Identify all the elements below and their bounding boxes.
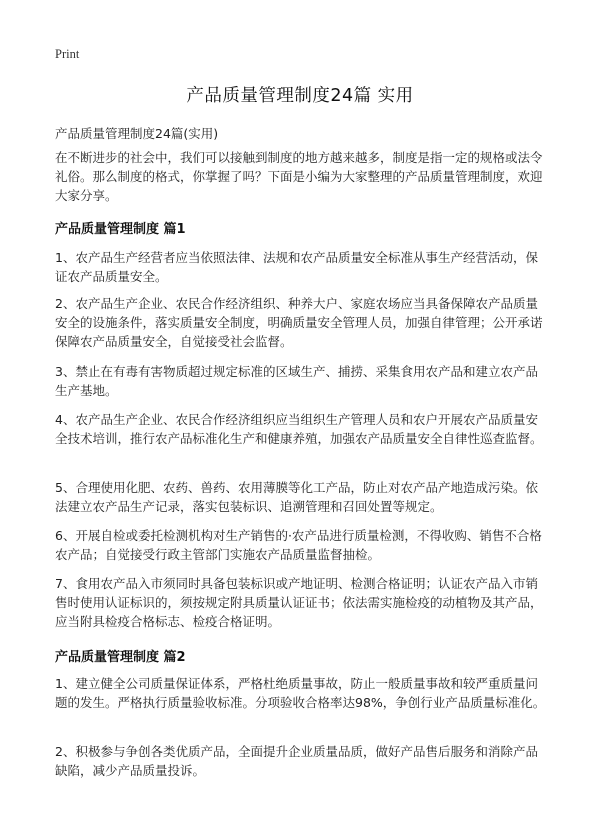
paragraph: 5、合理使用化肥、农药、兽药、农用薄膜等化工产品，防止对农产品产地造成污染。依法建立农产品生产记录，落实包装标识、追溯管理和召回处置等规定。 [55, 480, 538, 514]
paragraph: 3、禁止在有毒有害物质超过规定标准的区域生产、捕捞、采集食用农产品和建立农产品生产基地。 [55, 364, 538, 398]
document-subtitle: 产品质量管理制度24篇(实用) [55, 126, 219, 141]
paragraph: 1、建立健全公司质量保证体系，严格杜绝质量事故，防止一般质量事故和较严重质量问题的发生。严格执行质量验收标准。分项验收合格率达98%，争创行业产品质量标准化。 [55, 676, 546, 710]
paragraph: 6、开展自检或委托检测机构对生产销售的·农产品进行质量检测，不得收购、销售不合格农产品；自觉接受行政主管部门实施农产品质量监督抽检。 [55, 528, 542, 562]
paragraph: 2、农产品生产企业、农民合作经济组织、种养大户、家庭农场应当具备保障农产品质量安全的设施条件，落实质量安全制度，明确质量安全管理人员，加强自律管理；公开承诺保障农产品质量安全，自觉接受社会监督。 [55, 296, 543, 349]
paragraph: 7、食用农产品入市须同时具备包装标识或产地证明、检测合格证明；认证农产品入市销售时使用认证标识的，须按规定附具质量认证证书；依法需实施检疫的动植物及其产品，应当附具检疫合格标志、检疫合格证明。 [55, 576, 543, 629]
paragraph: 1、农产品生产经营者应当依照法律、法规和农产品质量安全标准从事生产经营活动，保证农产品质量安全。 [55, 250, 538, 284]
section-heading-1: 产品质量管理制度 篇1 [55, 222, 186, 237]
section-heading-2: 产品质量管理制度 篇2 [55, 650, 186, 665]
intro-paragraph: 在不断进步的社会中，我们可以接触到制度的地方越来越多，制度是指一定的规格或法令礼俗。那么制度的格式，你掌握了吗？下面是小编为大家整理的产品质量管理制度，欢迎大家分享。 [55, 150, 543, 203]
paragraph: 4、农产品生产企业、农民合作经济组织应当组织生产管理人员和农户开展农产品质量安全技术培训，推行农产品标准化生产和健康养殖，加强农产品质量安全自律性巡查监督。 [55, 412, 543, 446]
paragraph: 2、积极参与争创各类优质产品，全面提升企业质量品质，做好产品售后服务和消除产品缺陷，减少产品质量投诉。 [55, 744, 538, 778]
page-title: 产品质量管理制度24篇 实用 [186, 86, 414, 106]
print-label[interactable]: Print [55, 47, 80, 61]
